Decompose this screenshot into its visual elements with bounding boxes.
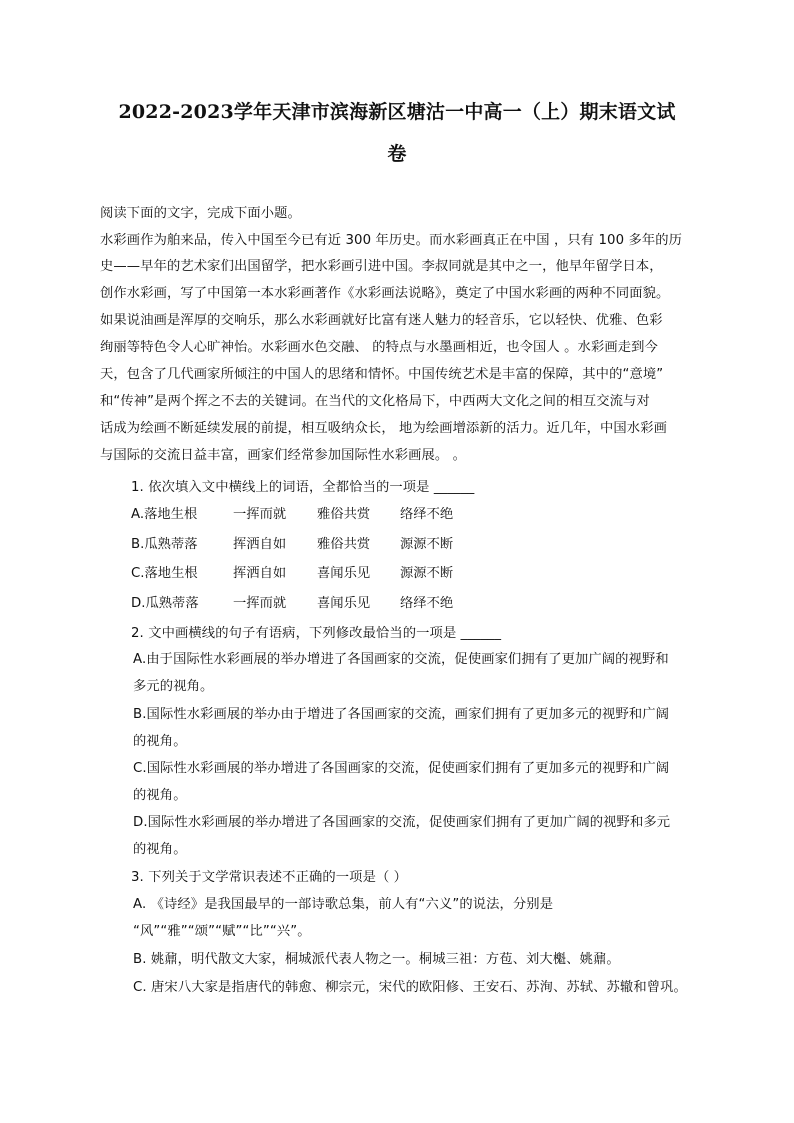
- option-word: 络绎不绝: [400, 507, 454, 522]
- question-2-option-b-cont: 的视角。: [133, 734, 187, 749]
- option-word: 源源不断: [400, 566, 454, 581]
- passage-line: 创作水彩画，写了中国第一本水彩画著作《水彩画法说略》，奠定了中国水彩画的两种不同面貌。: [100, 286, 670, 301]
- option-word: 络绎不绝: [400, 596, 454, 611]
- option-word: 挥洒自如: [233, 566, 287, 581]
- question-3-option-b: B. 姚鼐，明代散文大家，桐城派代表人物之一。桐城三祖：方苞、刘大櫆、姚鼐。: [133, 952, 620, 967]
- option-word: 一挥而就: [233, 596, 287, 611]
- passage-line: 水彩画作为舶来品，传入中国至今已有近 300 年历史。而水彩画真正在中国 ，只有 100 多年的历: [100, 233, 683, 248]
- option-label: A.落地生根: [131, 507, 198, 522]
- option-word: 一挥而就: [233, 507, 287, 522]
- passage-line: 和“传神”是两个挥之不去的关键词。在当代的文化格局下，中西两大文化之间的相互交流与对: [100, 394, 650, 409]
- reading-instruction: 阅读下面的文字，完成下面小题。: [100, 206, 301, 221]
- document-title-line-1: 2022-2023学年天津市滨海新区塘沽一中高一（上）期末语文试: [118, 101, 676, 123]
- option-word: 源源不断: [400, 537, 454, 552]
- question-2-option-a: A.由于国际性水彩画展的举办增进了各国画家的交流，促使画家们拥有了更加广阔的视野和: [133, 652, 669, 667]
- passage-line: 绚丽等特色令人心旷神怡。水彩画水色交融、 的特点与水墨画相近，也令国人 。水彩画走到今: [100, 340, 658, 355]
- option-word: 挥洒自如: [233, 537, 287, 552]
- passage-line: 天，包含了几代画家所倾注的中国人的思绪和情怀。中国传统艺术是丰富的保障，其中的“意境”: [100, 367, 664, 382]
- question-3-option-a-cont: “风”“雅”“颂”“赋”“比”“兴”。: [133, 924, 311, 939]
- passage-line: 如果说油画是浑厚的交响乐，那么水彩画就好比富有迷人魅力的轻音乐，它以轻快、优雅、色彩: [100, 313, 663, 328]
- question-2-option-c-cont: 的视角。: [133, 788, 187, 803]
- question-3-option-a: A. 《诗经》是我国最早的一部诗歌总集，前人有“六义”的说法，分别是: [133, 897, 554, 912]
- question-1-stem: 1. 依次填入文中横线上的词语，全都恰当的一项是 ______: [131, 480, 475, 495]
- question-2-option-d-cont: 的视角。: [133, 842, 187, 857]
- question-2-stem: 2. 文中画横线的句子有语病，下列修改最恰当的一项是 ______: [131, 626, 502, 641]
- option-label: D.瓜熟蒂落: [131, 596, 199, 611]
- passage-line: 与国际的交流日益丰富，画家们经常参加国际性水彩画展。 。: [100, 448, 467, 463]
- question-2-option-d: D.国际性水彩画展的举办增进了各国画家的交流，促使画家们拥有了更加广阔的视野和多元: [133, 815, 671, 830]
- passage-line: 史——早年的艺术家们出国留学，把水彩画引进中国。李叔同就是其中之一，他早年留学日本，: [100, 259, 663, 274]
- option-word: 雅俗共赏: [317, 507, 371, 522]
- option-label: B.瓜熟蒂落: [131, 537, 198, 552]
- question-2-option-b: B.国际性水彩画展的举办由于增进了各国画家的交流，画家们拥有了更加多元的视野和广阔: [133, 707, 670, 722]
- option-label: C.落地生根: [131, 566, 198, 581]
- option-word: 雅俗共赏: [317, 537, 371, 552]
- option-word: 喜闻乐见: [317, 596, 371, 611]
- option-word: 喜闻乐见: [317, 566, 371, 581]
- question-3-stem: 3. 下列关于文学常识表述不正确的一项是（ ）: [131, 870, 408, 885]
- question-2-option-a-cont: 多元的视角。: [133, 679, 214, 694]
- question-3-option-c: C. 唐宋八大家是指唐代的韩愈、柳宗元，宋代的欧阳修、王安石、苏洵、苏轼、苏辙和曾巩。: [133, 980, 687, 995]
- document-title-line-2: 卷: [387, 143, 407, 165]
- passage-line: 话成为绘画不断延续发展的前提，相互吸纳众长， 地为绘画增添新的活力。近几年，中国水彩画: [100, 421, 667, 436]
- question-2-option-c: C.国际性水彩画展的举办增进了各国画家的交流，促使画家们拥有了更加多元的视野和广阔: [133, 761, 670, 776]
